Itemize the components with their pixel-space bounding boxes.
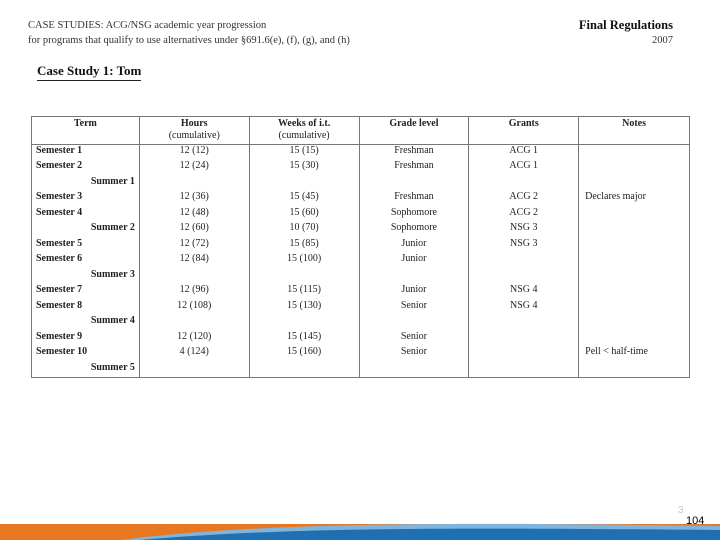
hours-cell: 12 (24) (139, 160, 249, 176)
table-row (32, 160, 690, 176)
case-study-title: Case Study 1: Tom (37, 63, 141, 81)
table-row (32, 284, 690, 300)
term-cell: Semester 10 (32, 346, 140, 362)
notes-cell: Declares major (579, 191, 690, 207)
grants-cell: NSG 3 (469, 238, 579, 254)
grade-cell (359, 269, 469, 285)
column-header-weeks: Weeks of i.t. (cumulative) (249, 117, 359, 145)
grants-cell: NSG 4 (469, 300, 579, 316)
term-cell: Semester 3 (32, 191, 140, 207)
notes-cell (579, 160, 690, 176)
hours-cell: 4 (124) (139, 346, 249, 362)
weeks-cell: 15 (15) (249, 145, 359, 161)
term-cell: Summer 1 (32, 176, 140, 192)
hours-cell: 12 (48) (139, 207, 249, 223)
term-cell: Semester 7 (32, 284, 140, 300)
table-row (32, 145, 690, 161)
weeks-cell (249, 362, 359, 378)
notes-cell (579, 269, 690, 285)
grade-cell: Senior (359, 346, 469, 362)
term-cell: Semester 9 (32, 331, 140, 347)
grade-cell (359, 176, 469, 192)
grants-cell (469, 253, 579, 269)
header-left (28, 18, 350, 48)
grants-cell: NSG 3 (469, 222, 579, 238)
table-row (32, 176, 690, 192)
term-cell: Semester 5 (32, 238, 140, 254)
term-cell: Summer 2 (32, 222, 140, 238)
notes-cell (579, 238, 690, 254)
notes-cell (579, 176, 690, 192)
grade-cell: Sophomore (359, 222, 469, 238)
table-row (32, 238, 690, 254)
weeks-cell: 15 (115) (249, 284, 359, 300)
column-subheader: (cumulative) (168, 130, 220, 141)
hours-cell: 12 (12) (139, 145, 249, 161)
table-row (32, 207, 690, 223)
grants-cell (469, 315, 579, 331)
notes-cell (579, 300, 690, 316)
header-title: Final Regulations (578, 18, 673, 32)
notes-cell (579, 145, 690, 161)
weeks-cell: 15 (160) (249, 346, 359, 362)
grade-cell: Freshman (359, 145, 469, 161)
grade-cell: Junior (359, 238, 469, 254)
term-cell: Semester 2 (32, 160, 140, 176)
page-number: 104 (686, 515, 705, 527)
grants-cell: ACG 2 (469, 191, 579, 207)
table-row (32, 253, 690, 269)
hours-cell: 12 (72) (139, 238, 249, 254)
notes-cell (579, 253, 690, 269)
term-cell: Summer 4 (32, 315, 140, 331)
term-cell: Summer 3 (32, 269, 140, 285)
term-cell: Summer 5 (32, 362, 140, 378)
hours-cell: 12 (60) (139, 222, 249, 238)
notes-cell (579, 222, 690, 238)
grade-cell: Freshman (359, 191, 469, 207)
grants-cell (469, 269, 579, 285)
weeks-cell (249, 176, 359, 192)
grants-cell: ACG 2 (469, 207, 579, 223)
grants-cell (469, 331, 579, 347)
grants-cell: NSG 4 (469, 284, 579, 300)
hours-cell: 12 (120) (139, 331, 249, 347)
grants-cell (469, 176, 579, 192)
hours-cell (139, 362, 249, 378)
grants-cell: ACG 1 (469, 145, 579, 161)
weeks-cell: 15 (45) (249, 191, 359, 207)
table-row (32, 269, 690, 285)
notes-cell (579, 362, 690, 378)
hours-cell: 12 (84) (139, 253, 249, 269)
progression-table (31, 116, 690, 378)
header-subject: CASE STUDIES: ACG/NSG academic year progression (28, 20, 267, 31)
term-cell: Semester 1 (32, 145, 140, 161)
table-row (32, 300, 690, 316)
hours-cell (139, 315, 249, 331)
table-row (32, 222, 690, 238)
weeks-cell: 15 (145) (249, 331, 359, 347)
hours-cell (139, 176, 249, 192)
notes-cell (579, 284, 690, 300)
weeks-cell: 15 (85) (249, 238, 359, 254)
grants-cell (469, 362, 579, 378)
weeks-cell: 15 (30) (249, 160, 359, 176)
weeks-cell: 15 (130) (249, 300, 359, 316)
table-row (32, 346, 690, 362)
header-description: for programs that qualify to use alternatives under §691.6(e), (f), (g), and (h) (28, 35, 350, 46)
table-row (32, 362, 690, 378)
grade-cell: Senior (359, 300, 469, 316)
notes-cell (579, 331, 690, 347)
table-header-row (32, 117, 690, 145)
column-header-notes: Notes (579, 117, 690, 145)
footer-swoosh (0, 520, 720, 540)
grade-cell (359, 315, 469, 331)
table-row (32, 191, 690, 207)
column-header-term: Term (32, 117, 140, 145)
grade-cell (359, 362, 469, 378)
grade-cell: Senior (359, 331, 469, 347)
grade-cell: Junior (359, 253, 469, 269)
slide-number: 3 (678, 505, 684, 516)
grants-cell (469, 346, 579, 362)
column-subheader: (cumulative) (278, 130, 330, 141)
hours-cell: 12 (96) (139, 284, 249, 300)
term-cell: Semester 6 (32, 253, 140, 269)
weeks-cell (249, 269, 359, 285)
hours-cell (139, 269, 249, 285)
grade-cell: Sophomore (359, 207, 469, 223)
grade-cell: Junior (359, 284, 469, 300)
grants-cell: ACG 1 (469, 160, 579, 176)
column-header-hours: Hours (cumulative) (139, 117, 249, 145)
column-header-grants: Grants (469, 117, 579, 145)
weeks-cell: 15 (100) (249, 253, 359, 269)
weeks-cell: 10 (70) (249, 222, 359, 238)
weeks-cell (249, 315, 359, 331)
grade-cell: Freshman (359, 160, 469, 176)
notes-cell (579, 207, 690, 223)
notes-cell (579, 315, 690, 331)
header-year: 2007 (652, 35, 673, 46)
table-row (32, 315, 690, 331)
hours-cell: 12 (108) (139, 300, 249, 316)
column-header-grade: Grade level (359, 117, 469, 145)
weeks-cell: 15 (60) (249, 207, 359, 223)
term-cell: Semester 8 (32, 300, 140, 316)
term-cell: Semester 4 (32, 207, 140, 223)
notes-cell: Pell < half-time (579, 346, 690, 362)
table-row (32, 331, 690, 347)
header-right (579, 18, 673, 48)
hours-cell: 12 (36) (139, 191, 249, 207)
